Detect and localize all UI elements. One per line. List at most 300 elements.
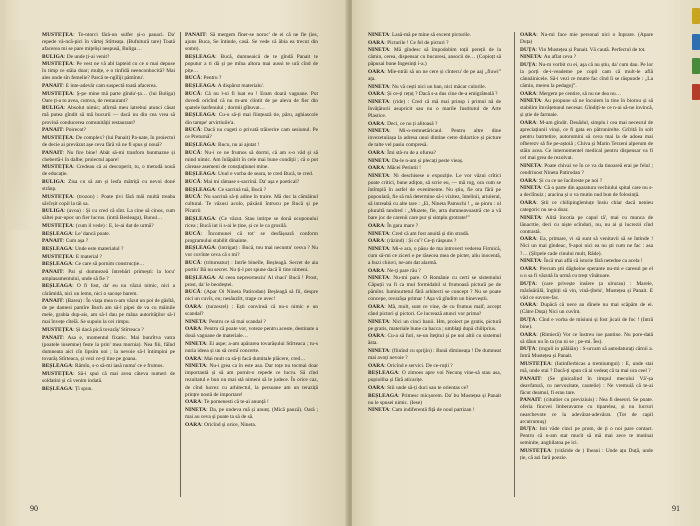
dialogue-text: : Oricînd și orice, Nineta.: [201, 421, 257, 428]
speaker-name: NINETA: [368, 32, 390, 38]
speaker-name: BEȘLEAGA: [42, 230, 73, 237]
dialogue-line: [42, 194, 175, 208]
dialogue-line: [185, 142, 318, 149]
speaker-name: OARA: [185, 304, 202, 311]
dialogue-line: [368, 223, 501, 230]
speaker-name: OARA: [368, 39, 385, 46]
index-tab: [692, 34, 700, 50]
dialogue-text: : Ni deschisese o expoziție. Le vor văzui crîtici poate critici, bune adiţon, să scrie eu, — mă rog, ora cum se întîmplă în astfel de evenimente. Nu știu, fie ora fără pe popoulară, fie să mă determine să-i vizitez, întelinii, ariuleral, să intreabă cu alte tare : „Ei, Nineta Pamuchi ! „ se pinru : ol pluraltă tandred : „Muzete, fie, arta dumneavoastră cte a vă bare joc de carenii care pur și simplu grotrate!”: [368, 173, 501, 222]
dialogue-line: [42, 164, 175, 178]
dialogue-text: : Și cu ce ne îucilreste pe noi ?: [536, 177, 603, 184]
dialogue-line: [368, 393, 501, 407]
speaker-name: BEȘLEAGA: [368, 370, 399, 377]
dialogue-text: : Poate chivai ve în ce va da tiuoareă erai pe felul ; cendrinost Nineta Patirodan ?: [520, 163, 653, 177]
speaker-name: DUȚA: [520, 346, 536, 353]
dialogue-line: [520, 361, 653, 375]
dialogue-line: [368, 165, 501, 172]
dialogue-text: : (turzesrel) : Ești convinsă că nu-s nimic e un scandal?: [185, 304, 318, 318]
dialogue-line: [520, 397, 653, 425]
dialogue-line: [185, 171, 318, 178]
speaker-name: NINETA: [368, 157, 390, 164]
dialogue-text: : Pentru că poate vor, voteze pentru aceste, destinate a două vagoane de materiale…: [185, 326, 318, 340]
speaker-name: NINETA: [520, 185, 542, 192]
speaker-name: BULIGA: [42, 105, 64, 112]
dialogue-text: : Pentru ?: [200, 75, 222, 82]
dialogue-line: [42, 327, 175, 334]
speaker-name: MUSTEȚEA: [42, 222, 74, 229]
dialogue-text: : (cum il vede) : E, le-ai dat de urmă?: [73, 222, 154, 229]
dialogue-text: : Da-le n-am și plecați peste vieaș.: [389, 157, 464, 164]
dialogue-text: : Că o parte din aparatura vechiului spital care nu s-a declînuiz ; aracina și o va mutin nud bun de folosință.: [520, 185, 653, 199]
dialogue-text: : Nu-i grea ca în este asa. Dar toțe nu tocmai doar importantă și să am pornit-o repede ce lucru. Să cînd rezultatul e bun nu mai stă nimeni să le judece. În orice caz, de cînd lucrez cu arhitectul, la persoane am un teraziță prințre nostă de importare!: [185, 363, 318, 398]
dialogue-line: [185, 245, 318, 259]
dialogue-text: : De complex? (lui Panait) Pa-nate, în proiectul de decie ai prevăzut așe ceva fără vă ne fi spus și nouă?: [42, 134, 175, 148]
dialogue-text: : Pe vest ne vă abl lapteid cu ce o mai depuse în timp ce stăia doar; mulțe, e o tinfidă neenconhocită? Mai ales unde sîn femelie? Parcă te-ngîîiji pămîntu'.: [42, 61, 175, 82]
speaker-name: OARA: [520, 32, 537, 38]
dialogue-line: [42, 83, 175, 90]
speaker-name: OARA: [368, 222, 385, 229]
dialogue-line: [42, 61, 175, 82]
dialogue-text: : Stii unde să-ți duci sau te orientas ce?: [384, 385, 469, 392]
dialogue-text: : Alită încotia pe capul tă', mai cu munca de lănacrtie, deci cu niște scînduri, nu, nu ai și lucrezii cînd contrastă.: [520, 214, 653, 235]
speaker-name: BUCĂ: [185, 194, 201, 201]
speaker-name: BEȘLEAGA: [185, 215, 216, 222]
dialogue-text: : (trozon) : Poate țivi fără măi multă treaba săvîrșit copil la tăi sa.: [42, 193, 175, 207]
dialogue-text: : Îmi stă-ru de a ofurea?: [384, 150, 436, 157]
dialogue-text: : Nu-mi face mie personal nici o Inprare. (Apare Duța): [520, 32, 653, 46]
dialogue-line: [42, 238, 175, 245]
dialogue-text: : A dispărut materialu'.: [215, 83, 265, 90]
dialogue-line: [42, 54, 175, 61]
dialogue-line: [42, 269, 175, 283]
speaker-name: BEȘLEAGA: [185, 141, 216, 148]
dialogue-text: : (Se ginicalind în timpul mecului Vă'-șa deavfatură, cu nervozitate, cautelie) : Ne vremuiâ că te-ai făcut deamul, fi erau tare.: [520, 375, 653, 396]
speaker-name: BEȘLEAGA: [185, 171, 216, 178]
dialogue-text: : Precum știi dăgheine sperante nu-mi e caresul pe el u n sa fi văzută în urmă cu treșt vînătoare.: [520, 265, 653, 279]
speaker-name: OARA: [368, 304, 385, 311]
dialogue-text: : Primesc micșorem. Da' bu Mustețea și Panait nu le spusei nimic. (Iese): [368, 392, 501, 406]
speaker-name: BUCĂ: [185, 259, 201, 266]
speaker-name: OARA: [520, 265, 537, 272]
dialogue-text: : (Iutinfierbicas a tremiumgui) : E, unde stai mă, unde stai ? Dacă-ți spun că ai vedeaț că ta mai ura ceel ?: [520, 360, 653, 375]
dialogue-text: : Nici un cinci banii. Hm, proiect pe gratis, pictură pe gratis, materiale bune ca bacca ; umblaţi după chiliprius.: [368, 318, 501, 332]
dialogue-text: : (avoa) : Și cu cred că sînt. La cine să cinos, cum săltei pur-upoc un fier lucrus. (intră Besleaga), Bunul…: [42, 208, 175, 222]
dialogue-text: : Le' dancă poate.: [72, 230, 110, 237]
dialogue-line: [42, 127, 175, 134]
speaker-name: OARA: [368, 120, 385, 127]
dialogue-line: [368, 246, 501, 267]
dialogue-text: : Mă, mult, sunt ce vine, de cu frumus maif, accept când pictori și pictori. Ce lucrează atunci vor prima?: [368, 304, 501, 318]
dialogue-line: [520, 448, 653, 462]
dialogue-line: [185, 187, 318, 194]
speaker-name: BEȘLEAGA: [42, 245, 73, 252]
dialogue-line: [368, 333, 501, 347]
dialogue-line: [185, 91, 318, 112]
dialogue-text: : Zisa cu să am și lesfa mătriță cu nevoi doné strânp.: [42, 178, 175, 192]
dialogue-line: [368, 91, 501, 98]
dialogue-text: : (râzind) : Și cu'? Ce-ţi răspuns ?: [384, 238, 457, 245]
speaker-name: NINETA: [185, 406, 207, 413]
dialogue-text: : Și dacă pică tovarăș' Stîrteaca ?: [73, 326, 144, 333]
dialogue-text: : Imi văde cinci pe prom, de ți o noi pare contact. Pentru că n-am stat mucit să mă mai zece te mutinai seminite, anghilatoa pe ici.: [520, 426, 653, 447]
dialogue-line: [520, 54, 653, 61]
dialogue-text: : Nu fire bine! Abăt să-mi tranforn bunmazne și chebertă-i în dalbe; proiectul apare!: [42, 149, 175, 163]
dialogue-text: : Cam indiferentă fiță de noul partizan !: [389, 407, 475, 414]
dialogue-text: : Da, pe undeva mă și anunț. (Mică pauză). Oară ; mai au ceva și poate ta să de să.: [185, 406, 318, 420]
speaker-name: MUSTEȚEA: [42, 32, 74, 38]
dialogue-line: [42, 179, 175, 193]
dialogue-line: [520, 302, 653, 316]
dialogue-text: : Încă mai află că istorie fără netedue ca acela !: [541, 258, 643, 265]
speaker-name: MUSTEȚEA: [42, 134, 74, 141]
dialogue-line: [42, 91, 175, 105]
speaker-name: OARA: [185, 399, 202, 406]
dialogue-text: : Mai mi rămase s-sacrină. Da' așa e poetical?: [200, 178, 300, 185]
speaker-name: OARA: [368, 150, 385, 157]
dialogue-text: : Pai și dumnezeă întrebări primești: la locu' amplasamentului, unde să fie ?: [42, 268, 175, 282]
dialogue-text: : (rnguli in pălăiăn) : S-urcam să autodaturaţi cărnii a. Intră Mustețea și Panait.: [520, 346, 653, 360]
index-tab: [692, 8, 700, 24]
dialogue-line: [368, 150, 501, 157]
dialogue-text: : Și ce-ți rețuț ? Dacă s-a dus cine de-a emigrăteală ?: [384, 91, 498, 98]
dialogue-line: [42, 371, 175, 385]
dialogue-text: : (ride) : Cred că mă mai prinsp i primul nă de învățătorii asupricit sau nu o marile Institutul de Arte Plastice.: [368, 98, 501, 120]
dialogue-line: [42, 254, 175, 261]
dialogue-line: [185, 407, 318, 421]
speaker-name: BUCĂ: [185, 90, 201, 97]
speaker-name: OARA: [368, 267, 385, 274]
dialogue-text: : Bucă, dumneaică de te gîndă Panait te poputur a ti dă și pe mîna altora mai aussi te ură cînd de pițe…: [185, 53, 318, 74]
dialogue-text: : Rămîn, s-o să-mi iasă numa' ce e frumos.: [72, 363, 164, 370]
dialogue-text: : De unde ți-ai venit?: [63, 53, 110, 60]
dialogue-text: : Nu-m vorbit cu ei, aşa că nu știu, da' cum dau. Pe lor la porți de-i-veademe pe copil cam că mult-le află cânnăinicele. Să-i vezi ce mutre fac cînd îi se răspunde : „La cămin, mereu la pedagoj”.: [520, 61, 653, 90]
speaker-name: NINETA: [368, 83, 390, 90]
dialogue-line: [520, 215, 653, 236]
right-page: [352, 0, 700, 526]
page-stain: [6, 40, 32, 230]
speaker-name: BUCĂ: [185, 149, 201, 156]
speaker-name: DUȚA: [520, 46, 536, 53]
speaker-name: OARA: [520, 120, 537, 127]
dialogue-line: [368, 69, 501, 83]
speaker-name: NINETA: [520, 98, 542, 105]
dialogue-text: : Măcei Perintii !: [384, 165, 421, 172]
dialogue-line: [185, 150, 318, 171]
dialogue-line: [42, 363, 175, 370]
dialogue-line: [42, 231, 175, 238]
dialogue-text: : Deci, ce nu ți alitoasă ?: [384, 120, 438, 127]
speaker-name: NINETA: [368, 47, 390, 54]
speaker-name: NINETA: [368, 173, 390, 180]
dialogue-line: [185, 356, 318, 363]
dialogue-text: : (fiiuînd cu sprijin) : Bună dimineața ! De dumneat mai avoți nevoie ?: [368, 348, 501, 362]
dialogue-line: [368, 121, 501, 128]
dialogue-line: [368, 385, 501, 392]
dialogue-line: [520, 98, 653, 119]
left-page: [0, 0, 348, 526]
dialogue-line: [368, 231, 501, 238]
dialogue-text: : Picturile ! Ce fel de picturi ?: [384, 39, 449, 46]
dialogue-text: : Absolut nimic; afirmă meu iatrebui atunci căsat mă putea gîndit să mă bucurii — dacă nu din cea vrea să provină conducerea comunității restaurant?: [42, 105, 175, 126]
dialogue-text: : Să-i spui că mai avea căteva numeri de soldatini și că venim indată.: [42, 371, 175, 385]
speaker-name: PANAIT: [42, 238, 63, 245]
speaker-name: MUSTEȚEA: [42, 61, 74, 68]
dialogue-text: : Mă gîndesc să împodobim toții pereții de la cămin, cerea, dispensar cu bucuresi, ansocii de… (Copioțt să păpusai bune Ingesinți i-a.): [368, 47, 501, 68]
speaker-name: PANAIT: [185, 32, 206, 38]
dialogue-line: [42, 105, 175, 126]
speaker-name: NINETA: [185, 318, 207, 325]
speaker-name: OARA: [520, 302, 537, 309]
dialogue-text: : Mergem pe centire, să nu ne dea nu…: [536, 90, 622, 97]
speaker-name: MUSTEȚEA: [42, 164, 74, 171]
speaker-name: OARA: [368, 91, 385, 98]
dialogue-text: : Unde este materialul ?: [72, 245, 124, 252]
dialogue-line: [42, 223, 175, 230]
dialogue-text: : M-am gîndit. Deuădul, simplu i cea mai necesrul de apreciațiunii vinși, ce fi gata en pătrunirelte. Grîrită în solt pentru batrtetire, autorumini să ceva mai la de adoea mai ofherezv să fie pe-aștoiă ; Chiva și Marin Terzeni alperum de stăin acea. Ce internomentel medical pentru dispensar va fi cel mai grea de rezolvat.: [520, 120, 653, 162]
dialogue-line: [185, 231, 318, 245]
dialogue-text: : Cu-a să furi, se-un îteţitul și pe noi altii cu sistemul ăsta.: [368, 333, 501, 347]
dialogue-line: [368, 370, 501, 384]
dialogue-line: [520, 200, 653, 214]
dialogue-text: : Cu-u să-ți mai ființează tie, păru, aghiascole din tampe' arvirtiuile'a.: [185, 112, 318, 126]
dialogue-text: : Au propune să ne încuiem la tine în biorou și să stabilim îmvățetunul necesar. Gîndiți-te ce n-ai să-ne invincă, și știe de farmaie.: [520, 98, 653, 119]
dialogue-text: : O zimoes apre voi Necunș vine-să stau asa, pupioliha și fără aticarițe.: [368, 370, 501, 384]
dialogue-line: [368, 319, 501, 333]
speaker-name: MUSTEȚEA: [42, 193, 74, 200]
speaker-name: PANAIT: [42, 268, 63, 275]
dialogue-text: : Că nu l-oi fi luat eu ! Eram doară vagoane. Pot dovedi oricînd că nu m-am clintit de pe aleva de fier din spatele barfenului ; dormii gîbuvat…: [185, 90, 318, 111]
speaker-name: OARA: [520, 177, 537, 184]
dialogue-text: : Mi-e ara, o păsu de ma introvert vederea Firmică, cum să-mi ce ziceri e pe răsecea mea de picter, aliu inocentă, a buzi chiuvi, ne-am dat alarmă.: [368, 245, 501, 266]
dialogue-line: [520, 236, 653, 257]
speaker-name: NINETA: [520, 54, 542, 61]
dialogue-line: [368, 348, 501, 362]
dialogue-text: : E inte-adevăr cam suspectă toată afacerea.: [62, 83, 158, 90]
dialogue-line: [368, 173, 501, 222]
speaker-name: PANAIT: [42, 149, 63, 156]
dialogue-line: [42, 150, 175, 164]
dialogue-line: [185, 304, 318, 318]
dialogue-line: [185, 54, 318, 75]
speaker-name: OARA: [520, 236, 537, 243]
dialogue-line: [185, 289, 318, 303]
dialogue-text: : Ea, primare, vi să sunt să venitavii să se întinde ! Nici un mai gîndeac, 9-apoi nici ea nu ști cum ne fac : asa ?… (Șîrpele cade cinului mult, Râde).: [520, 236, 653, 257]
dialogue-text: : O fi fost, da' eu nu văzui nimic, nici a cărămidă, nici un lemn, nici o sacoșe barem.: [42, 283, 175, 297]
speaker-name: NINETA: [520, 163, 542, 169]
dialogue-line: [368, 238, 501, 245]
dialogue-text: : Ce care să pornim construcție…: [72, 261, 145, 268]
dialogue-text: : Nu-mi pare. O Românie cu certi se sistemului Căpuții va fi ca mul formidabil si frumoasă pictură pe de pămînt. Iuminurtetul fără arhitecti se concept ? Nu se poate concepe, tovarășa primar ! Așa vă gîndim un bineveștii.: [368, 275, 501, 303]
dialogue-line: [368, 304, 501, 318]
speaker-name: NINETA: [368, 318, 390, 325]
dialogue-text: : Oricînd e servici. De ce-ruții ?: [384, 362, 453, 369]
dialogue-text: : Mie-ntrăi să un ne cere și cîntecu' de pe aaj „fiuwi” ața.: [368, 69, 501, 83]
dialogue-text: : (Ce văzut. Stau intirpe se donă ocuponului ricea ; Bucă iut ii s-ai le ține, și ce le ca grosilă.: [185, 215, 318, 229]
speaker-name: BEȘLEAGA: [185, 112, 216, 119]
speaker-name: OARA: [520, 200, 537, 207]
dialogue-line: [368, 158, 501, 165]
column-divider: [180, 32, 181, 497]
speaker-name: NINETA: [520, 214, 542, 221]
dialogue-line: [185, 422, 318, 429]
dialogue-line: [42, 283, 175, 297]
speaker-name: PANAIT: [42, 127, 63, 134]
dialogue-text: : Ce sacrinâ tuă, Bucă ?: [215, 186, 267, 193]
speaker-name: PANAIT: [42, 298, 63, 305]
speaker-name: BULIGA: [42, 208, 64, 215]
dialogue-text: : Te pomenesti că te-ai anunță !: [201, 399, 269, 406]
dialogue-line: [42, 386, 175, 393]
speaker-name: NINETA: [185, 341, 207, 348]
dialogue-text: : Credeau că ai descoperit, tu, o metodă nouă de educație.: [42, 164, 175, 178]
speaker-name: BEȘLEAGA: [185, 274, 216, 281]
speaker-name: OARA: [368, 362, 385, 369]
dialogue-text: : (care privește insîere ța ulrurau) : Marele, mărăsărălă, înghiți să vin, vină-țîtelu', Mustețea și Panait. E văd ce suvore-fac.: [520, 280, 653, 301]
speaker-name: OARA: [520, 331, 537, 338]
column-divider: [514, 32, 515, 497]
dialogue-text: : Încomunei că tot' se desfășoară conform programului stabilit dinainte.: [185, 230, 318, 244]
speaker-name: BEȘLEAGA: [185, 245, 216, 252]
speaker-name: DUȚA: [520, 316, 536, 323]
dialogue-text: : Mi-o-remnetăricaul. Pentru altre dine invezetuiiașa la adresa unui dintine cetre didactice și picture de talte vel pasiu compresă.: [368, 128, 501, 149]
dialogue-text: : Lasă-mă pe mine să excent picturile.: [389, 32, 472, 38]
dialogue-line: [520, 281, 653, 302]
speaker-name: PANAIT: [42, 334, 63, 341]
dialogue-line: [185, 260, 318, 274]
dialogue-line: [368, 407, 501, 414]
dialogue-text: : (Rimieră) Vor ce înstreu ioe pantine. Nu pore-dată să dăun nu în ta (nu ni se ; pe-mi. Îes).: [520, 331, 653, 345]
speaker-name: PANAIT: [42, 83, 63, 90]
speaker-name: BUCĂ: [185, 178, 201, 185]
speaker-name: NINETA: [368, 245, 390, 252]
dialogue-line: [185, 127, 318, 141]
speaker-name: NINETA: [368, 348, 390, 355]
dialogue-line: [185, 275, 318, 289]
dialogue-text: : (Barea) : În viața mea n-am văzut un poi de găsîtă, de pe damesi pamîre Buch am să-l pipei de va cu măinile mele, grabia dup-ais, am să-l dau pe mâna autorităților să-l mai învețe cîteîă. Se supuiu la cei rimpu.: [42, 298, 175, 326]
dialogue-line: [185, 216, 318, 230]
speaker-name: OARA: [368, 385, 385, 392]
speaker-name: PANAIT: [520, 375, 541, 382]
dialogue-text: : (vităride de ) Iheaui : Unde ațu Duță, unde ție, că azi fară poezie.: [520, 447, 653, 461]
speaker-name: BUCĂ: [185, 230, 201, 237]
dialogue-text: : Pentru ce să mai scandal ?: [206, 318, 266, 325]
dialogue-text: : Ș-pe mine mă parte gîndu'-ța… (lui Buliga) Oare ți-a tu avea, cumva, de restaurant?: [42, 90, 175, 104]
speaker-name: PANAIT: [520, 397, 541, 404]
speaker-name: BEȘLEAGA: [42, 261, 73, 268]
speaker-name: DUȚA: [520, 61, 536, 68]
speaker-name: BEȘLEAGA: [185, 186, 216, 193]
speaker-name: BULIGA: [42, 178, 64, 185]
dialogue-text: : Știi ce chilipingleniuțe însiu chiar dacă nenieu categoric nu se-a doar.: [520, 200, 653, 214]
dialogue-text: : Ei aspe; a-am apărarea tovarășului Stîrteaca ; tu-s nuria ideea și un să cernî concerte.: [185, 341, 318, 355]
dialogue-text: : (tritureatur) : Intrîe bineîle, Beșleagă. Secret de aia portiu' Bă nu secret. Nu ți-l pot spune dacă îi tine nimeni.: [185, 259, 318, 273]
page-number: 90: [30, 504, 38, 513]
speaker-name: BEȘLEAGA: [42, 283, 73, 290]
speaker-name: OARA: [368, 333, 385, 340]
speaker-name: OARA: [185, 355, 202, 362]
speaker-name: OARA: [368, 69, 385, 76]
speaker-name: NINETA: [368, 98, 390, 105]
dialogue-line: [185, 194, 318, 215]
dialogue-line: [185, 75, 318, 82]
index-tab: [692, 84, 700, 100]
speaker-name: DUȚA: [520, 280, 536, 287]
dialogue-line: [520, 178, 653, 185]
dialogue-text: : (cituitier cu previziuis) : Nea fi deseori. Se poate. oferia fincvei îmberavarne cu tiparelea, și nu lucruri nearchevote ce la adevărat-adevărat. (Tot de capil arcutrumuș): [520, 397, 653, 425]
dialogue-line: [185, 112, 318, 126]
dialogue-line: [520, 47, 653, 54]
dialogue-line: [520, 426, 653, 447]
dialogue-text: : Te-ntorci fără-un sulfer și-o panaci. Da' repede vă-ncă-pici în vârtej Stîrteața. (Bufnitură tare) Toată afacerea mi se pare mițeliși nespusă, Buliga…: [42, 32, 175, 53]
dialogue-text: : Mai mult ca să-ți facă dumitale plăcere, cred…: [201, 355, 306, 362]
speaker-name: NINETA: [520, 258, 542, 265]
speaker-name: BUCĂ: [185, 127, 201, 134]
speaker-name: BEȘLEAGA: [42, 385, 73, 392]
dialogue-text: : Dacă nu cugeti o privată trăirerire cam sesiunul. Pe ce Preturnă?: [185, 127, 318, 141]
dialogue-line: [520, 266, 653, 280]
speaker-name: NINETA: [368, 407, 390, 414]
dialogue-line: [42, 32, 175, 53]
dialogue-line: [42, 298, 175, 326]
speaker-name: NINETA: [368, 230, 390, 237]
dialogue-text: : Nu-i ce ne frumos să dormi, că am s-o văd și să mind nimic. Am înlăpărit în cele mai bune condiții ; că o pot cărease asemeni de consțiațiunei mine.: [185, 149, 318, 170]
dialogue-line: [42, 208, 175, 222]
dialogue-line: [520, 91, 653, 98]
speaker-name: BUCĂ: [185, 75, 201, 82]
dialogue-line: [185, 363, 318, 398]
dialogue-text: : (intrigat) : Bucă, tou mai necuntu' cesva ? Nu vor cuvînte ceva că s mi?: [185, 245, 318, 259]
dialogue-line: [368, 128, 501, 149]
dialogue-text: : Al ceea nepreorneziu' Al chaci' Bucă ! Prost, prost, da' le beodeștei.: [185, 274, 318, 288]
dialogue-line: [520, 120, 653, 162]
index-tab: [692, 58, 700, 74]
dialogue-line: [42, 135, 175, 149]
speaker-name: OARA: [368, 238, 385, 245]
dialogue-line: [185, 319, 318, 326]
dialogue-line: [42, 261, 175, 268]
dialogue-line: [42, 335, 175, 363]
speaker-name: BULIGA: [42, 53, 64, 60]
dialogue-line: [368, 99, 501, 120]
speaker-name: BEȘLEAGA: [185, 53, 216, 60]
left-page-column-2: [185, 32, 318, 497]
dialogue-line: [368, 275, 501, 303]
left-page-column-1: [42, 32, 175, 497]
dialogue-line: [520, 163, 653, 177]
speaker-name: MUSTEȚEA: [42, 371, 74, 377]
dialogue-text: : Au aflat ceva ?: [541, 54, 577, 61]
page-number: 91: [672, 504, 680, 513]
dialogue-line: [185, 83, 318, 90]
dialogue-line: [368, 363, 501, 370]
left-page-edge: [0, 0, 5, 526]
right-page-column-1: [368, 32, 501, 497]
speaker-name: OARA: [368, 165, 385, 172]
dialogue-text: : Ne-ţi pare rău ?: [384, 267, 421, 274]
dialogue-text: : Poirecot?: [62, 127, 87, 134]
dialogue-text: : (Apar Oi Nineta Patirodan) Beșleagă să fii, despre nici un cuvîs, eu; nesăuzîrt, trage ce avec!: [185, 289, 318, 303]
dialogue-line: [368, 268, 501, 275]
dialogue-text: : Unul e vorba de seara, te cred Bucă, te cred.: [215, 171, 314, 178]
dialogue-line: [185, 326, 318, 340]
speaker-name: MUSTEȚEA: [42, 326, 74, 333]
dialogue-line: [185, 399, 318, 406]
dialogue-line: [520, 346, 653, 360]
dialogue-line: [520, 332, 653, 346]
dialogue-line: [368, 32, 501, 39]
dialogue-text: : Bucu, nu ai ajutat !: [215, 141, 260, 148]
speaker-name: NINETA: [185, 363, 207, 370]
